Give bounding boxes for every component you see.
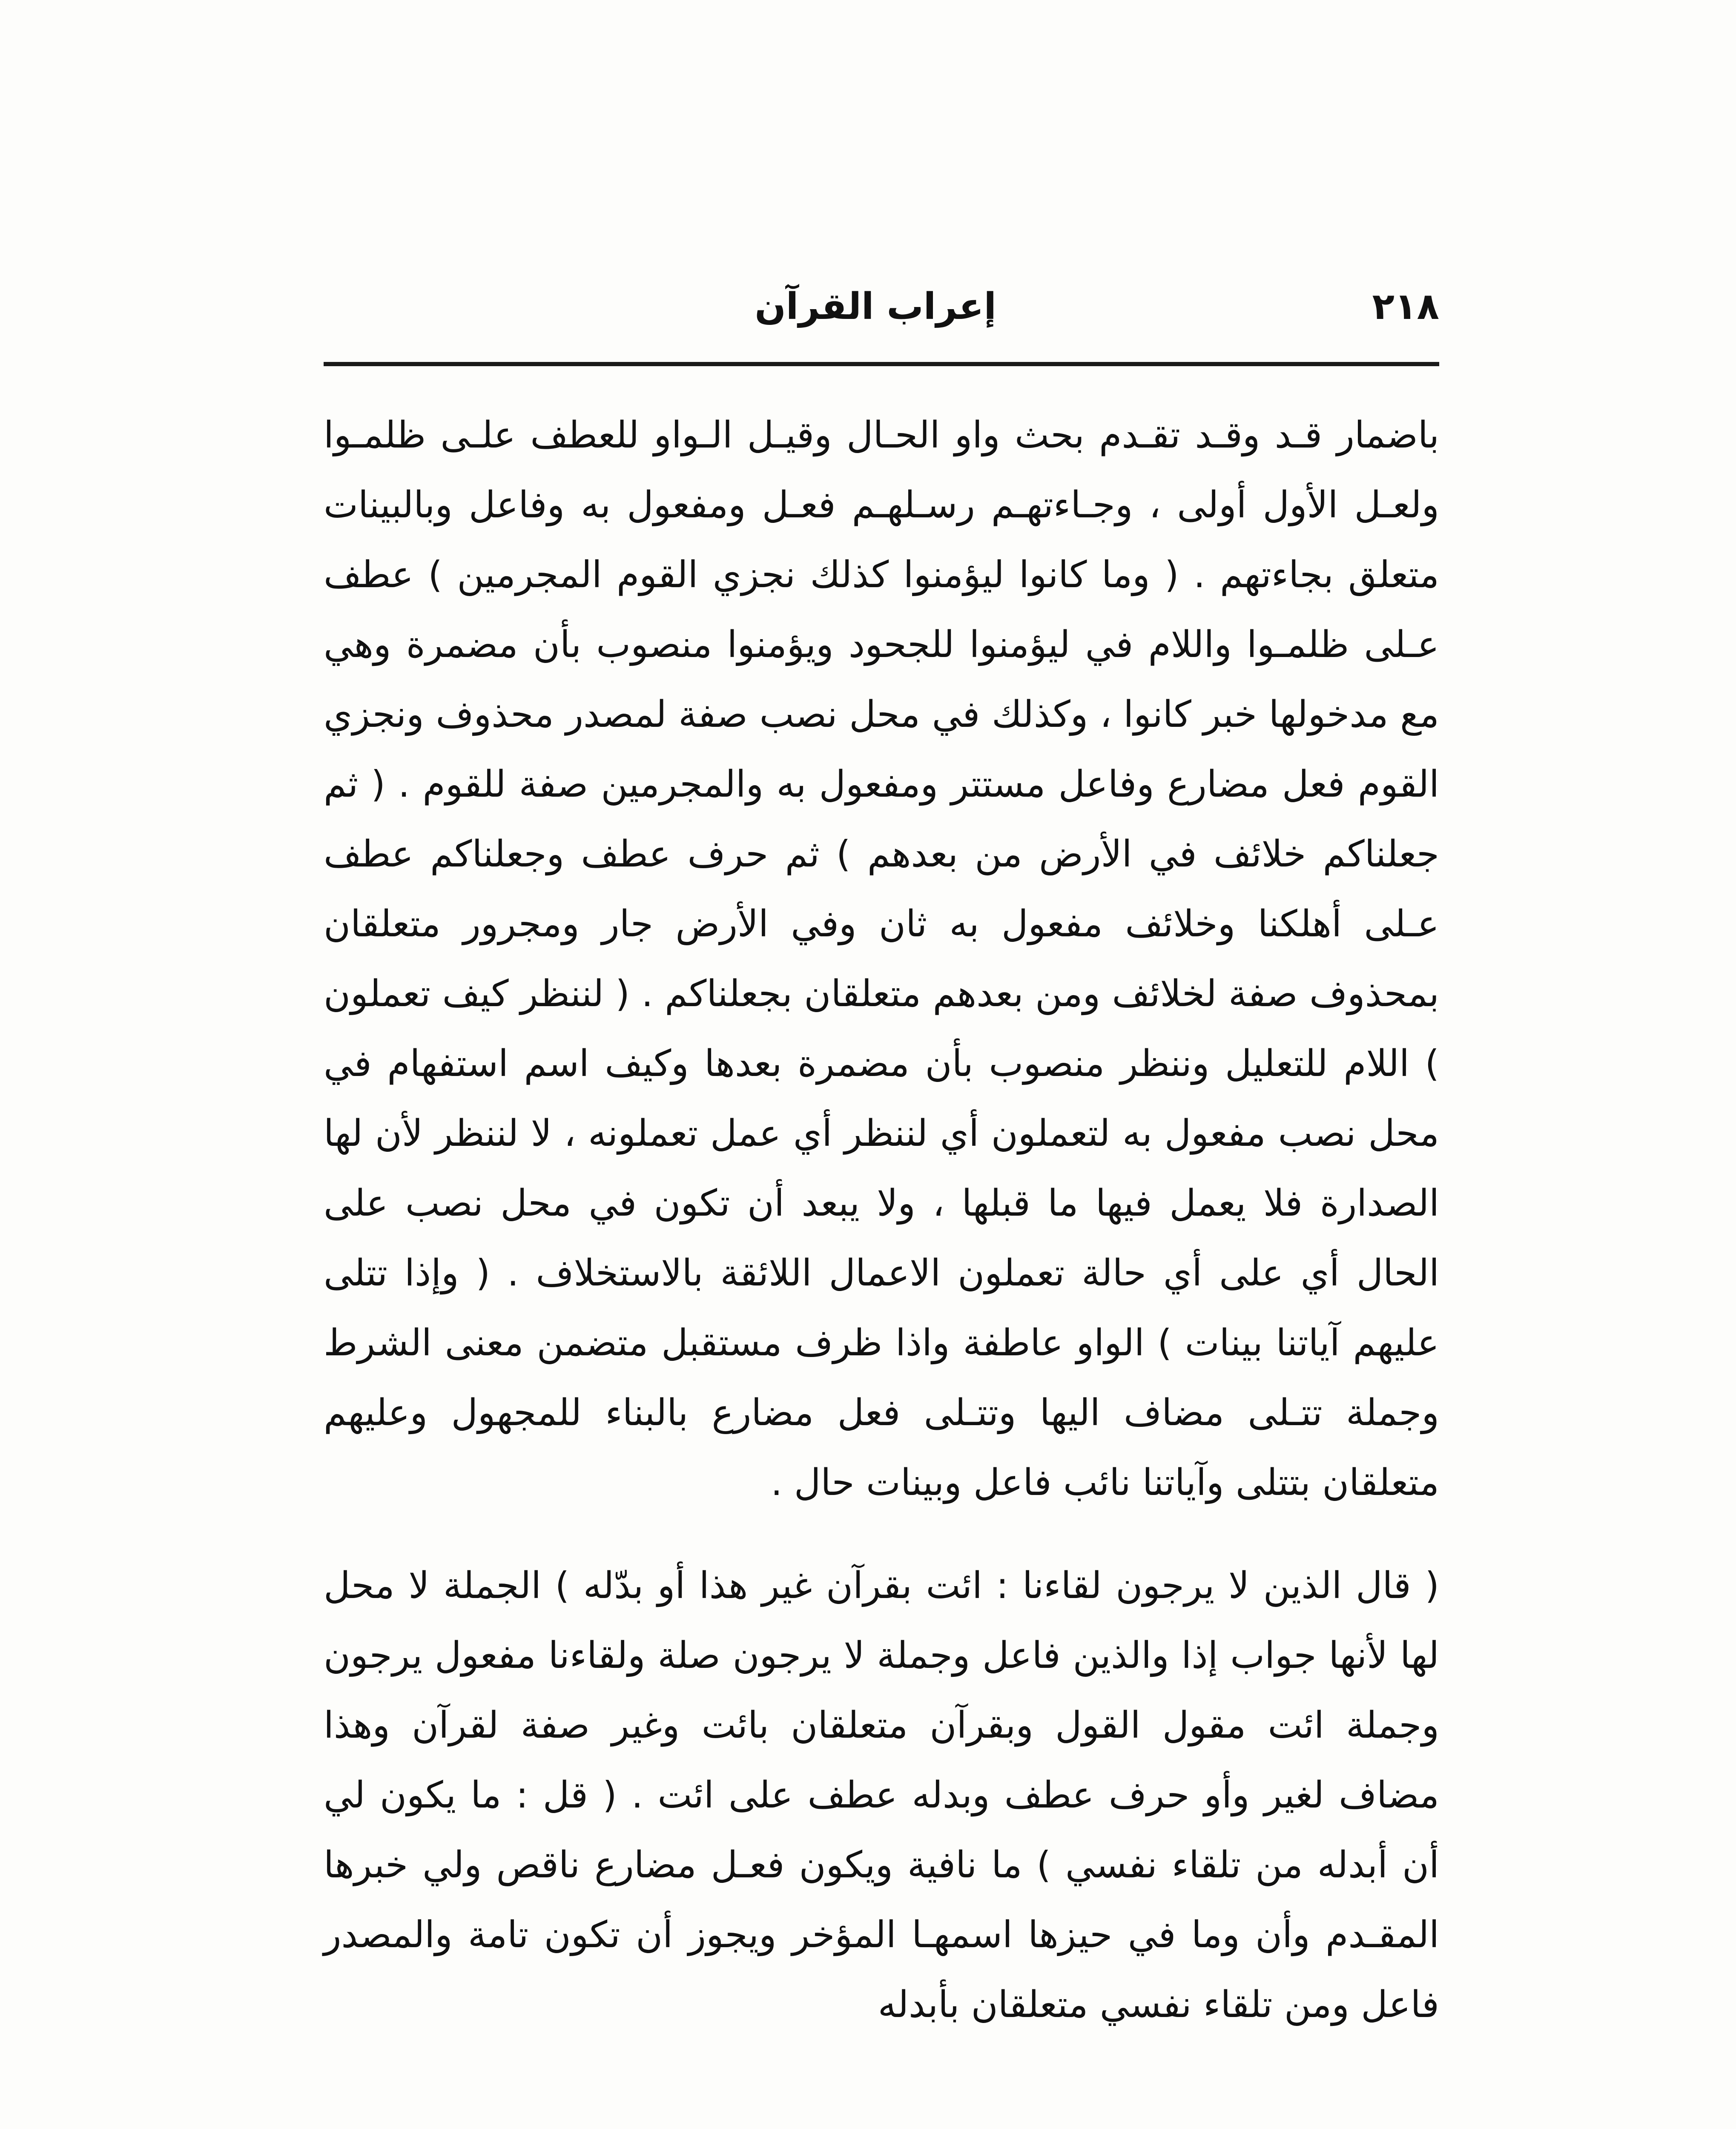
paragraph-1: باضمار قـد وقـد تقـدم بحث واو الحـال وقيـل الـواو للعطف علـى ظلمـوا ولعـل الأول أولى ، وجـاءتهـم رسـلهـم فعـل ومفعول به وفاعل وبالبينات متعلق بجاءتهم . ( وما كانوا ليؤمنوا كذلك نجزي القوم المجرمين ) عطف عـلى ظلمـوا واللام في ليؤمنوا للجحود ويؤمنوا منصوب بأن مضمرة وهي مع مدخولها خبر كانوا ، وكذلك في محل نصب صفة لمصدر محذوف ونجزي القوم فعل مضارع وفاعل مستتر ومفعول به والمجرمين صفة للقوم . ( ثم جعلناكم خلائف في الأرض من بعدهم ) ثم حرف عطف وجعلناكم عطف عـلى أهلكنا وخلائف مفعول به ثان وفي الأرض جار ومجرور متعلقان بمحذوف صفة لخلائف ومن بعدهم متعلقان بجعلناكم . ( لننظر كيف تعملون ) اللام للتعليل وننظر منصوب بأن مضمرة بعدها وكيف اسم استفهام في محل نصب مفعول به لتعملون أي لننظر أي عمل تعملونه ، لا لننظر لأن لها الصدارة فلا يعمل فيها ما قبلها ، ولا يبعد أن تكون في محل نصب على الحال أي على أي حالة تعملون الاعمال اللائقة بالاستخلاف . ( وإذا تتلى عليهم آياتنا بينات ) الواو عاطفة واذا ظرف مستقبل متضمن معنى الشرط وجملة تتـلى مضاف اليها وتتـلى فعل مضارع بالبناء للمجهول وعليهم متعلقان بتتلى وآياتنا نائب فاعل وبينات حال .	[324, 414, 1439, 1504]
main-text	[324, 400, 1439, 2040]
paragraph-2: ( قال الذين لا يرجون لقاءنا : ائت بقرآن غير هذا أو بدّله ) الجملة لا محل لها لأنها جواب إذا والذين فاعل وجملة لا يرجون صلة ولقاءنا مفعول يرجون وجملة ائت مقول القول وبقرآن متعلقان بائت وغير صفة لقرآن وهذا مضاف لغير وأو حرف عطف وبدله عطف على ائت . ( قل : ما يكون لي أن أبدله من تلقاء نفسي ) ما نافية ويكون فعـل مضارع ناقص ولي خبرها المقـدم وأن وما في حيزها اسمهـا المؤخر ويجوز أن تكون تامة والمصدر فاعل ومن تلقاء نفسي متعلقان بأبدله	[324, 1564, 1439, 2026]
page-number: ٢١٨	[1372, 285, 1439, 328]
header-divider	[324, 362, 1439, 366]
page-header	[324, 281, 1439, 341]
running-title: إعراب القرآن	[755, 285, 996, 328]
paragraph-spacer	[324, 1518, 1439, 1551]
